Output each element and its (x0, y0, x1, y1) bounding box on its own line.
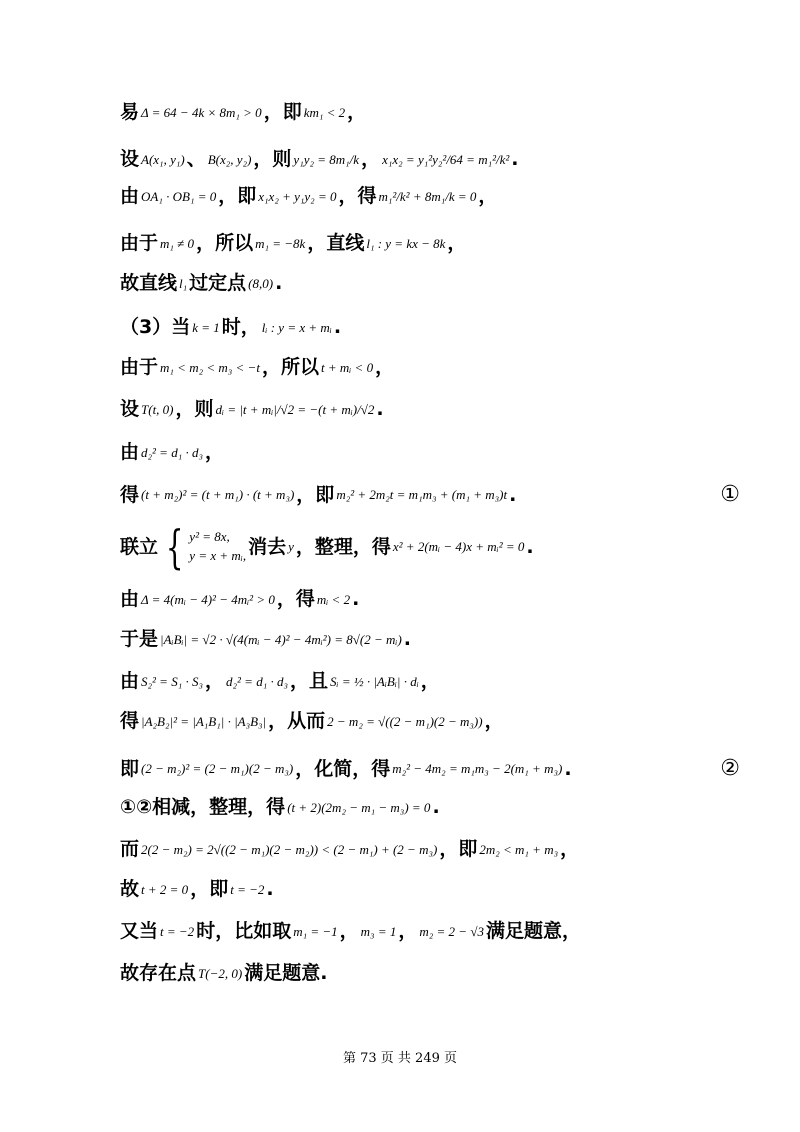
text-segment: 、 (186, 148, 206, 170)
equation-number: ① (720, 482, 740, 507)
math-expression: |AᵢBᵢ| = √2 · √(4(mᵢ − 4)² − 4mᵢ²) = 8√(2 − mᵢ) (160, 631, 402, 647)
text-segment: 而 (120, 838, 140, 860)
text-segment: 故 (120, 878, 140, 900)
text-segment: ， (398, 920, 418, 942)
math-expression: m₂² + 2m₂t = m₁m₃ + (m₁ + m₃)t (336, 487, 508, 503)
math-expression: m₁ = −8k (255, 235, 306, 251)
math-expression: l₁ : y = kx − 8k (366, 235, 446, 251)
math-expression: T(−2, 0) (198, 965, 243, 981)
text-segment: 故直线 (120, 272, 178, 294)
solution-line (120, 710, 740, 733)
math-expression: mᵢ < 2 (316, 591, 351, 607)
text-segment: 设 (120, 148, 140, 170)
text-segment: ，化简，得 (295, 757, 391, 780)
math-expression: d₂² = d₁ · d₃ (141, 444, 203, 460)
page-footer: 第 73 页 共 249 页 (342, 1051, 458, 1066)
text-segment: ，即 (439, 838, 478, 860)
text-segment: ，从而 (268, 710, 326, 732)
math-expression: m₁²/k² + 8m₁/k = 0 (378, 188, 477, 204)
solution-line (120, 316, 740, 339)
math-expression: t + 2 = 0 (141, 881, 189, 897)
text-segment: （3）当 (120, 316, 191, 338)
math-expression: m₁ = −1 (293, 923, 338, 939)
math-expression: Sᵢ = ½ · |AᵢBᵢ| · dᵢ (330, 673, 419, 689)
math-expression: m₁ ≠ 0 (160, 235, 195, 251)
text-segment: 由 (120, 441, 140, 463)
math-expression: x² + 2(mᵢ − 4)x + mᵢ² = 0 (392, 539, 525, 555)
equation-number: ② (720, 756, 740, 781)
math-expression: 2 − m₂ = √((2 − m₁)(2 − m₃)) (327, 713, 483, 729)
text-segment: ， (205, 670, 225, 692)
text-segment: . (266, 878, 274, 900)
text-segment: ， (205, 441, 225, 463)
math-expression: l₁ (179, 275, 188, 291)
text-segment: 得 (120, 710, 140, 732)
text-segment: 易 (120, 101, 140, 123)
text-segment: ，直线 (307, 232, 365, 254)
text-segment: ， (420, 670, 440, 692)
text-segment: . (275, 272, 283, 294)
text-segment: ， (375, 356, 395, 378)
solution-line (120, 185, 740, 208)
text-segment: . (403, 628, 411, 650)
text-segment: ，即 (263, 101, 302, 123)
solution-line (120, 920, 740, 943)
text-segment: ，得 (338, 185, 377, 207)
text-segment: 于是 (120, 628, 159, 650)
math-expression: m₁ < m₂ < m₃ < −t (160, 359, 260, 375)
math-expression: t = −2 (230, 881, 265, 897)
math-expression: (t + m₂)² = (t + m₁) · (t + m₃) (141, 487, 295, 503)
solution-line (120, 670, 740, 693)
math-expression: T(t, 0) (141, 401, 174, 417)
math-expression: Δ = 64 − 4k × 8m₁ > 0 (141, 104, 262, 120)
text-segment: . (352, 588, 360, 610)
math-expression: d₂² = d₁ · d₃ (226, 673, 288, 689)
text-segment: ，得 (276, 588, 315, 610)
math-expression: Δ = 4(mᵢ − 4)² − 4mᵢ² > 0 (141, 591, 275, 607)
text-segment: . (432, 796, 440, 818)
text-segment: 由于 (120, 356, 159, 378)
solution-line (120, 441, 740, 464)
math-expression: m₃ = 1 (360, 923, 397, 939)
text-segment: 得 (120, 483, 140, 506)
text-segment: ， (361, 148, 381, 170)
text-segment: ，则 (175, 398, 214, 420)
system-equation: y² = 8x, (189, 529, 230, 545)
left-brace: { (165, 520, 184, 574)
text-segment: 由 (120, 185, 140, 207)
text-segment: ， (478, 185, 498, 207)
math-expression: y₁y₂ = 8m₁/k (293, 151, 360, 167)
text-segment: . (564, 757, 572, 780)
solution-line (120, 628, 740, 651)
text-segment: ，所以 (261, 356, 319, 378)
text-segment: ，且 (290, 670, 329, 692)
math-expression: 2(2 − m₂) = 2√((2 − m₁)(2 − m₂)) < (2 − m₁) + (2 − m₃) (141, 841, 438, 857)
math-expression: dᵢ = |t + mᵢ|/√2 = −(t + mᵢ)/√2 (215, 401, 375, 417)
math-expression: B(x₂, y₂) (207, 151, 252, 167)
math-expression: km₁ < 2 (303, 104, 346, 120)
math-expression: (t + 2)(2m₂ − m₁ − m₃) = 0 (287, 799, 431, 815)
text-segment: ，所以 (196, 232, 254, 254)
math-expression: x₁x₂ + y₁y₂ = 0 (258, 188, 337, 204)
text-segment: ， (339, 920, 359, 942)
text-segment: 由于 (120, 232, 159, 254)
text-segment: ， (560, 838, 580, 860)
math-expression: |A₂B₂|² = |A₁B₁| · |A₃B₃| (141, 713, 267, 729)
text-segment: 消去 (248, 535, 287, 558)
math-expression: lᵢ : y = x + mᵢ (261, 319, 332, 335)
text-segment: ， (484, 710, 504, 732)
math-expression: (2 − m₂)² = (2 − m₁)(2 − m₃) (141, 761, 294, 777)
solution-line (120, 482, 740, 508)
text-segment: 由 (120, 670, 140, 692)
text-segment: ，即 (190, 878, 229, 900)
solution-line (120, 148, 740, 171)
math-expression: t = −2 (160, 923, 195, 939)
text-segment: 时， (221, 316, 260, 338)
text-segment: 即 (120, 757, 140, 780)
system-equation: y = x + mᵢ, (189, 548, 247, 563)
text-segment: ①②相减，整理，得 (120, 796, 286, 818)
text-segment: ，即 (218, 185, 257, 207)
math-expression: x₁x₂ = y₁²y₂²/64 = m₁²/k² (382, 151, 510, 167)
math-expression: m₂ = 2 − √3 (419, 923, 484, 939)
solution-line (120, 838, 740, 861)
solution-line (120, 796, 740, 819)
solution-line (120, 356, 740, 379)
solution-line (120, 520, 740, 574)
text-segment: . (333, 316, 342, 338)
equation-system (160, 520, 247, 574)
solution-line (120, 232, 740, 255)
text-segment: . (376, 398, 384, 420)
text-segment: . (509, 483, 517, 506)
text-segment: 过定点 (189, 272, 247, 294)
solution-line (120, 101, 740, 124)
solution-line (120, 756, 740, 782)
math-expression: S₂² = S₁ · S₃ (141, 673, 203, 689)
text-segment: ， (347, 101, 367, 123)
text-segment: 联立 (120, 535, 159, 558)
text-segment: 满足题意， (485, 920, 581, 942)
text-segment: ， (447, 232, 467, 254)
text-segment: ，则 (253, 148, 292, 170)
solution-line (120, 588, 740, 611)
text-segment: . (511, 148, 519, 170)
text-segment: 由 (120, 588, 140, 610)
math-expression: t + mᵢ < 0 (320, 359, 374, 375)
text-segment: ，即 (296, 483, 335, 506)
math-expression: 2m₂ < m₁ + m₃ (479, 841, 559, 857)
solution-line (120, 398, 740, 421)
text-segment: . (526, 535, 534, 558)
text-segment: 故存在点 (120, 962, 197, 984)
math-expression: m₂² − 4m₂ = m₁m₃ − 2(m₁ + m₃) (392, 761, 563, 777)
math-expression: A(x₁, y₁) (141, 151, 185, 167)
text-segment: 又当 (120, 920, 159, 942)
solution-line (120, 272, 740, 295)
text-segment: 设 (120, 398, 140, 420)
text-segment: ，整理，得 (295, 535, 391, 558)
solution-line (120, 962, 740, 985)
math-expression: k = 1 (192, 319, 220, 335)
text-segment: 时，比如取 (196, 920, 292, 942)
solution-line (120, 878, 740, 901)
math-expression: (8,0) (248, 275, 274, 291)
text-segment: 满足题意. (244, 962, 328, 984)
math-expression: OA₁ · OB₁ = 0 (141, 188, 217, 204)
math-expression: y (288, 539, 294, 555)
